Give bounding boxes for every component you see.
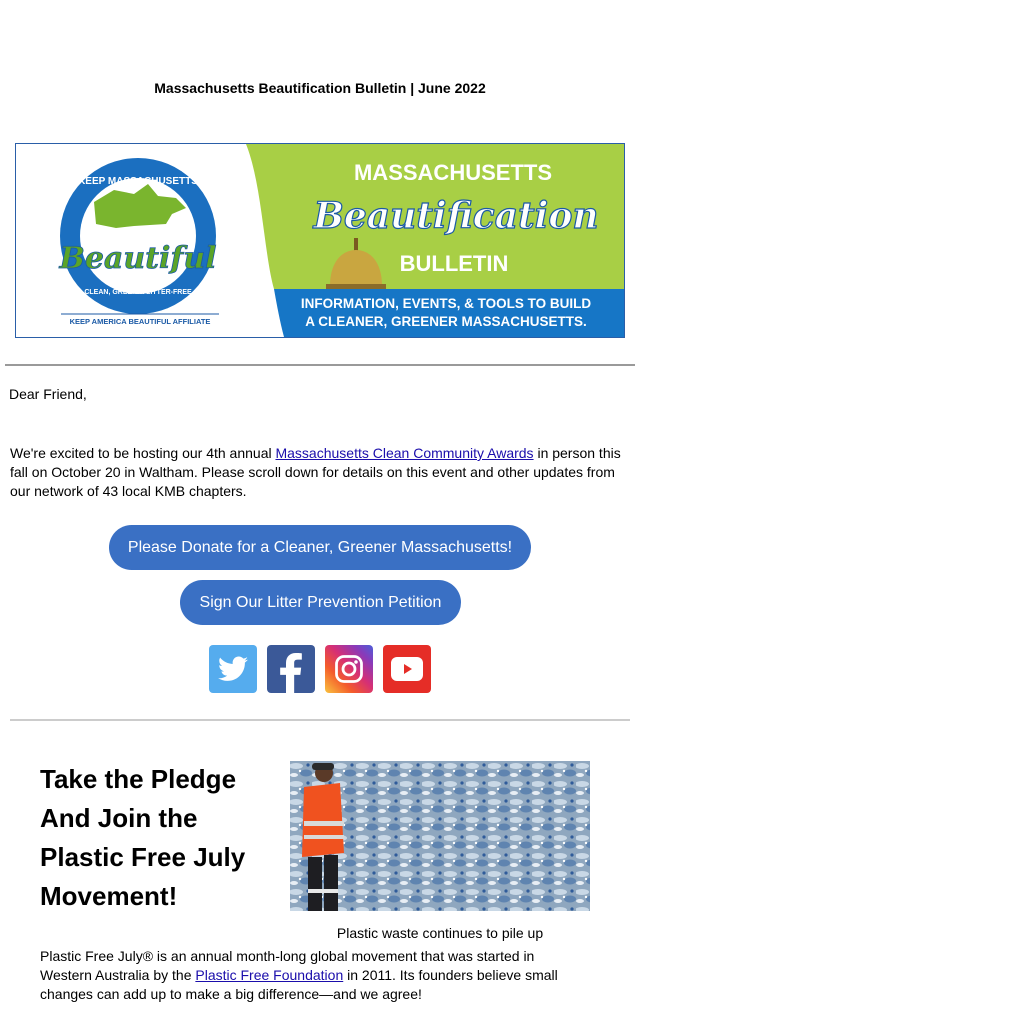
intro-text-after: in person this fall on October 20 in Waltham. Please scroll down for details on this event and other updates from our network of 43 local KMB chapters.: [10, 445, 621, 499]
bulletin-banner[interactable]: [15, 143, 625, 338]
banner-title-top: MASSACHUSETTS: [353, 160, 553, 185]
intro-paragraph: [10, 444, 630, 501]
greeting-text: Dear Friend,: [9, 386, 87, 402]
clean-community-awards-link[interactable]: Massachusetts Clean Community Awards: [275, 445, 534, 461]
twitter-icon: [218, 656, 248, 682]
petition-button[interactable]: Sign Our Litter Prevention Petition: [180, 580, 461, 625]
banner-graphic: [16, 144, 624, 337]
banner-title-bottom: BULLETIN: [399, 251, 509, 276]
youtube-button[interactable]: [383, 645, 431, 693]
banner-title-script: Beautification: [313, 195, 599, 237]
twitter-button[interactable]: [209, 645, 257, 693]
article-body: [40, 947, 590, 1004]
article-body-after: in 2011. Its founders believe small changes can add up to make a big difference—and we agree!: [40, 967, 558, 1002]
article-title: Take the Pledge And Join the Plastic Free July Movement!: [40, 764, 246, 911]
logo-affiliate-text: KEEP AMERICA BEAUTIFUL AFFILIATE: [69, 317, 211, 326]
divider: [5, 364, 635, 366]
plastic-waste-photo: [290, 761, 590, 911]
logo-script-text: Beautiful: [59, 241, 217, 276]
instagram-icon: [334, 654, 364, 684]
facebook-icon: [278, 653, 304, 693]
logo-ring-text: KEEP MASSACHUSETTS: [78, 176, 198, 187]
divider: [10, 719, 630, 721]
bulletin-header-title: Massachusetts Beautification Bulletin | June 2022: [154, 80, 486, 96]
intro-text-before: We're excited to be hosting our 4th annual: [10, 445, 276, 461]
instagram-button[interactable]: [325, 645, 373, 693]
facebook-button[interactable]: [267, 645, 315, 693]
photo-caption: Plastic waste continues to pile up: [336, 925, 544, 941]
article-body-before: Plastic Free July® is an annual month-long global movement that was started in Western Australia by the: [40, 948, 535, 983]
plastic-bottles-image: [290, 761, 590, 911]
plastic-free-foundation-link[interactable]: Plastic Free Foundation: [195, 967, 344, 983]
donate-button[interactable]: Please Donate for a Cleaner, Greener Massachusetts!: [109, 525, 531, 570]
banner-subtitle-line1: INFORMATION, EVENTS, & TOOLS TO BUILD: [300, 296, 592, 311]
logo-tagline: CLEAN, GREEN & LITTER-FREE: [84, 289, 192, 296]
youtube-icon: [391, 657, 423, 681]
banner-subtitle-line2: A CLEANER, GREENER MASSACHUSETTS.: [305, 314, 587, 329]
